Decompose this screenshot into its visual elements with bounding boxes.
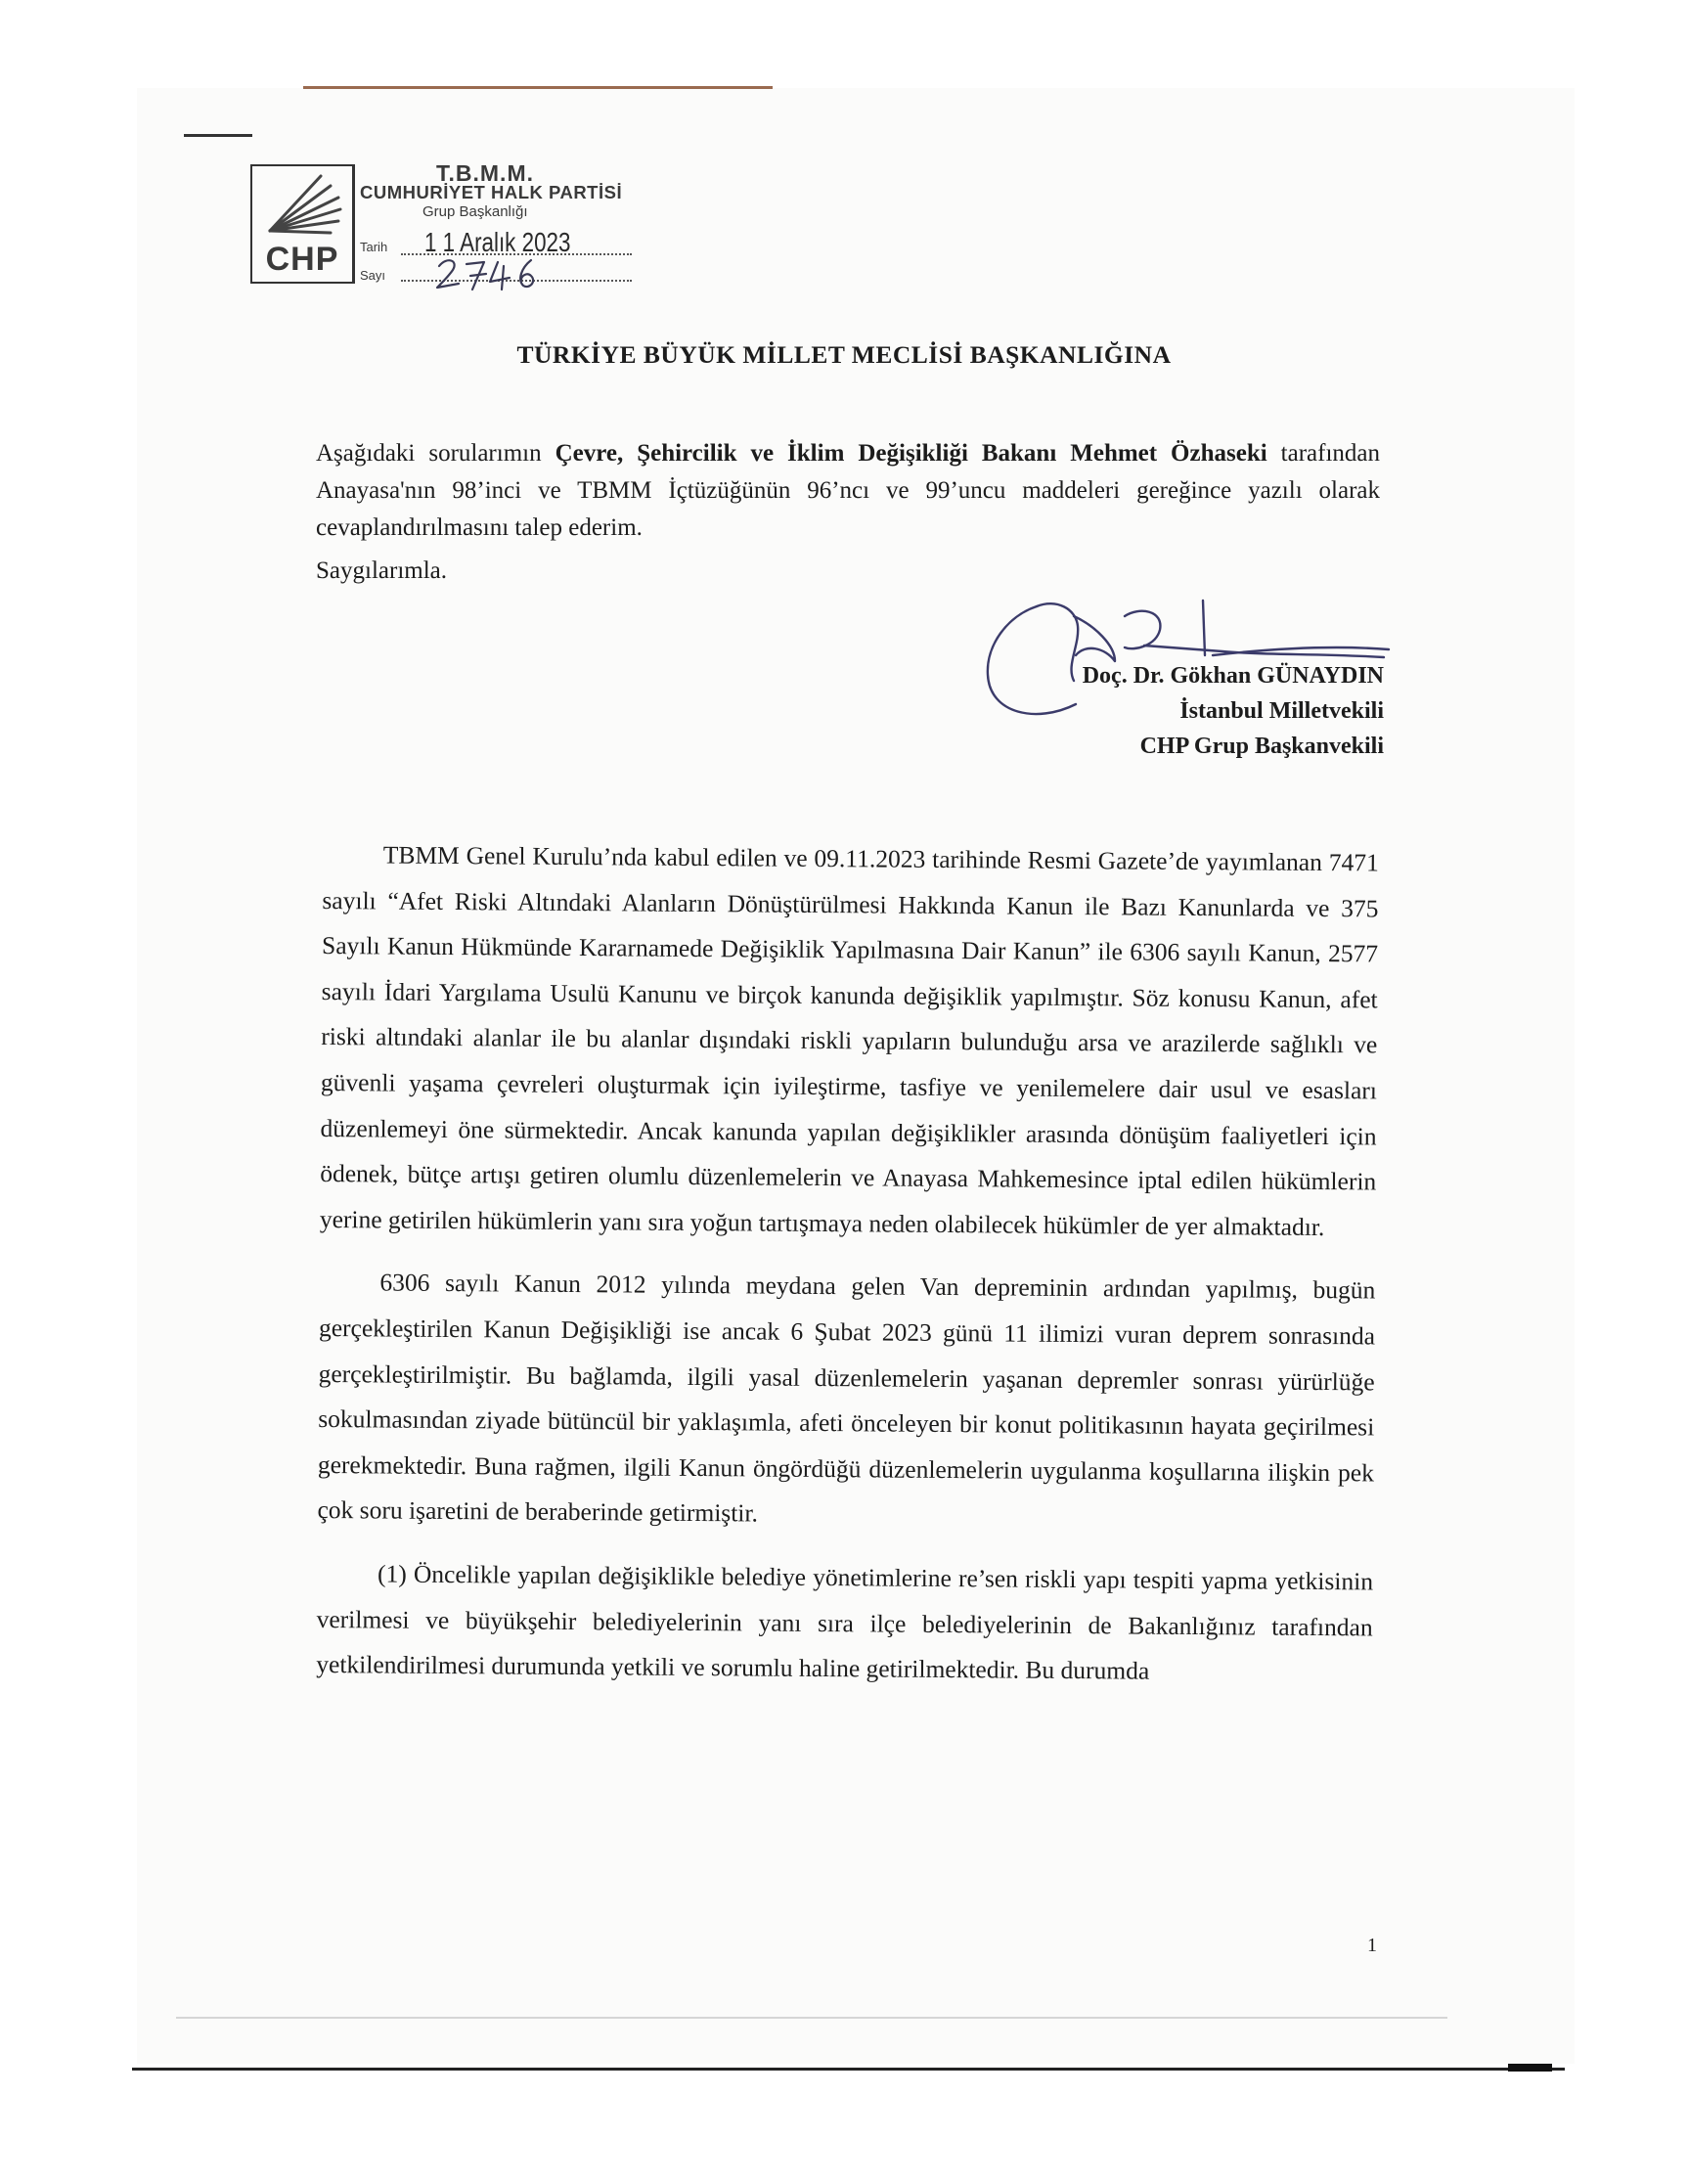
stamp-org: T.B.M.M. xyxy=(436,160,534,186)
stamp-date-value: 1 1 Aralık 2023 xyxy=(424,227,571,257)
body-paragraph: 6306 sayılı Kanun 2012 yılında meydana gelen Van depreminin ardından yapılmış, bugün gerçekleştirilen Kanun Değişikliği ise ancak 6 Şubat 2023 günü 11 ilimizi vuran deprem sonrasında gerçekleştirilmiştir. Bu bağlamda, ilgili yasal düzenlemelerin yaşanan depremler sonrası yürürlüğe sokulmasından ziyade bütüncül bir yaklaşımla, afeti önceleyen bir konut politikasının hayata geçirilmesi gerekmektedir. Buna rağmen, ilgili Kanun öngördüğü düzenlemelerin uygulanma koşullarına ilişkin pek çok soru işaretini de beraberinde getirmiştir. xyxy=(317,1268,1376,1528)
signer-role: İstanbul Milletvekili xyxy=(1179,698,1384,724)
scan-edge-mark xyxy=(303,86,773,89)
intro-prefix: Aşağıdaki sorularımın xyxy=(316,440,542,467)
scan-bottom-mark xyxy=(1508,2064,1552,2072)
signer-title: CHP Grup Başkanvekili xyxy=(1139,734,1384,759)
tbmm-stamp xyxy=(250,160,634,288)
stamp-date-label: Tarih xyxy=(360,240,388,254)
regards: Saygılarımla. xyxy=(316,557,447,584)
document-title: TÜRKİYE BÜYÜK MİLLET MECLİSİ BAŞKANLIĞINA xyxy=(516,340,1172,369)
page-crease xyxy=(176,2017,1447,2019)
page-number: 1 xyxy=(1367,1935,1377,1956)
stamp-group: Grup Başkanlığı xyxy=(422,203,528,220)
stamp-number-label: Sayı xyxy=(360,268,386,283)
intro-paragraph xyxy=(316,435,1380,547)
stamp-divider xyxy=(354,164,355,284)
stamp-party: CUMHURİYET HALK PARTİSİ xyxy=(360,182,623,202)
signature-block xyxy=(998,658,1384,764)
handwritten-number xyxy=(433,254,551,293)
body-text xyxy=(316,832,1379,1714)
scan-bottom-edge xyxy=(132,2068,1565,2071)
minister-name: Çevre, Şehircilik ve İklim Değişikliği Bakanı Mehmet Özhaseki xyxy=(555,440,1267,467)
signer-name: Doç. Dr. Gökhan GÜNAYDIN xyxy=(1082,663,1384,689)
intro-rest: tarafından Anayasa'nın 98’inci ve TBMM İçtüzüğünün 96’ncı ve 99’uncu maddeleri gereğince yazılı olarak cevaplandırılmasını talep ederim. xyxy=(316,440,1380,541)
body-paragraph: (1) Öncelikle yapılan değişiklikle belediye yönetimlerine re’sen riskli yapı tespiti yapma yetkisinin verilmesi ve büyükşehir belediyelerinin yanı sıra ilçe belediyelerinin de Bakanlığınız tarafından yetkilendirilmesi durumunda yetkili ve sorumlu haline getirilmektedir. Bu durumda xyxy=(316,1559,1374,1685)
corner-mark xyxy=(184,134,252,137)
stamp-logo-text: CHP xyxy=(265,241,339,278)
chp-arrows-icon xyxy=(260,172,344,241)
body-paragraph: TBMM Genel Kurulu’nda kabul edilen ve 09.11.2023 tarihinde Resmi Gazete’de yayımlanan 7471 sayılı “Afet Riski Altındaki Alanların Dönüştürülmesi Hakkında Kanun ile Bazı Kanunlarda ve 375 Sayılı Kanun Hükmünde Kararnamede Değişiklik Yapılmasına Dair Kanun” ile 6306 sayılı Kanun, 2577 sayılı İdari Yargılama Usulü Kanunu ve birçok kanunda değişiklik yapılmıştır. Söz konusu Kanun, afet riski altındaki alanlar ile bu alanlar dışındaki riskli yapıların bulunduğu arsa ve arazilerde sağlıklı ve güvenli yaşama çevreleri oluşturmak için iyileştirme, tasfiye ve yenilemelere dair usul ve esasları düzenlemeyi öne sürmektedir. Ancak kanunda yapılan değişiklikler arasında dönüşüm faaliyetleri için ödenek, bütçe artışı getiren olumlu düzenlemelerin ve Anayasa Mahkemesince iptal edilen hükümlerin yerine getirilen hükümlerin yanı sıra yoğun tartışmaya neden olabilecek hükümler de yer almaktadır. xyxy=(319,840,1379,1241)
